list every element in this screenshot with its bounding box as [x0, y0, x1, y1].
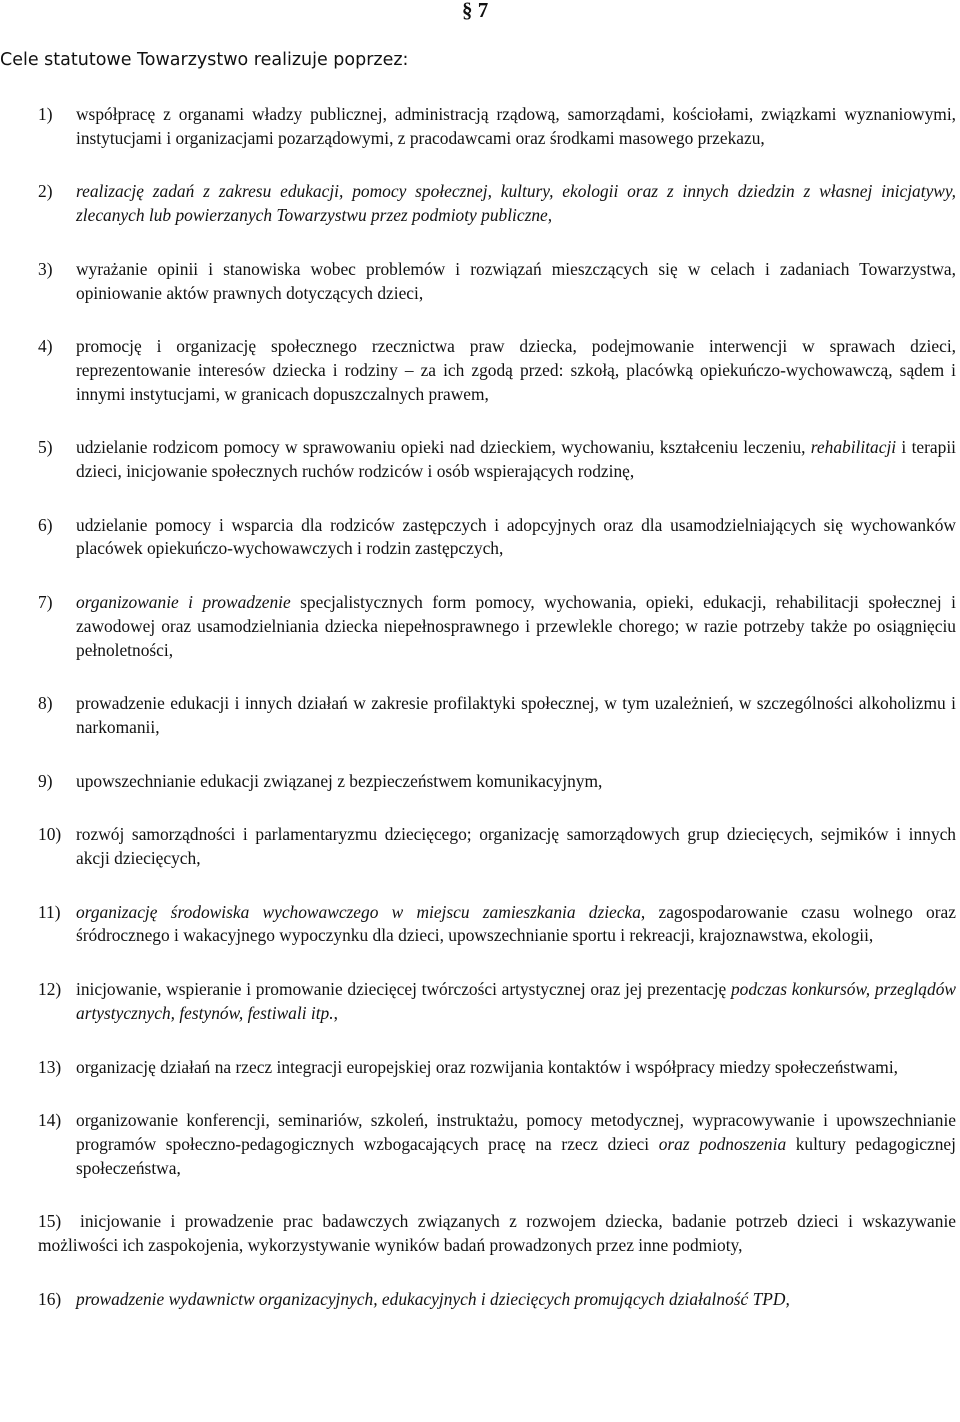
list-item-text-part: specjalistycznych form pomocy, wychowania, opieki, edukacji, rehabilitacji społecznej i zawodowej oraz usamodzielniania dziecka niepełnosprawnego i przewlekle chorego; w razie potrzeby także po osiągnięciu pełnoletności,: [76, 592, 956, 660]
list-item-text-part: prowadzenie edukacji i innych działań w zakresie profilaktyki społecznej, w tym uzależnień, w szczególności alkoholizmu i narkomanii,: [76, 693, 956, 737]
list-item-text-part: ,: [333, 1002, 338, 1023]
list-item-text: [38, 258, 956, 305]
list-item-text-part: realizację zadań z zakresu edukacji, pomocy społecznej, kultury, ekologii oraz z innych dziedzin z własnej inicjatywy, zlecanych lub powierzanych Towarzystwu przez podmioty publiczne,: [76, 181, 956, 226]
list-item-text-part: współpracę z organami władzy publicznej, administracją rządową, samorządami, kościołami, związkami wyznaniowymi, instytucjami i organizacjami pozarządowymi, z pracodawcami oraz środkami masowego przekazu,: [76, 104, 956, 148]
list-item-text: [38, 770, 956, 794]
list-item-text-part: upowszechnianie edukacji związanej z bezpieczeństwem komunikacyjnym,: [76, 770, 603, 791]
list-item: [38, 591, 956, 662]
section-number: § 7: [462, 0, 489, 22]
list-item-text-part: promocję i organizację społecznego rzecznictwa praw dziecka, podejmowanie interwencji w sprawach dzieci, reprezentowanie interesów dziecka i rodziny – za ich zgodą przed: szkołą, placówką opiekuńczo-wychowawczą, sądem i innymi instytucjami, w granicach dopuszczalnych prawem,: [76, 336, 956, 404]
list-item-number: 2): [38, 181, 53, 202]
list-item-number: 16): [38, 1288, 62, 1309]
list-item-text: [38, 1056, 956, 1080]
list-item: [38, 514, 956, 561]
list-item: [38, 978, 956, 1025]
list-item: [38, 770, 956, 794]
list-item: [38, 1210, 956, 1257]
list-item: [38, 1056, 956, 1080]
list-item-text-part: organizowanie i prowadzenie: [76, 592, 291, 613]
list-item: [38, 823, 956, 870]
list-item-text-part: organizowanie konferencji, seminariów, szkoleń, instruktażu, pomocy metodycznej, wypracowywanie i upowszechnianie programów społeczno-pedagogicznych wzbogacających pracę na rzecz dzieci: [76, 1110, 956, 1154]
list-item-text-part: rozwój samorządności i parlamentaryzmu dziecięcego; organizację samorządowych grup dziecięcych, sejmików i innych akcji dziecięcych,: [76, 824, 956, 869]
intro-text: Cele statutowe Towarzystwo realizuje poprzez:: [0, 50, 409, 70]
list-item-text: [38, 978, 956, 1025]
list-item-number: 3): [38, 258, 53, 279]
list-item-text-part: inicjowanie i prowadzenie prac badawczych związanych z rozwojem dziecka, badanie potrzeb dzieci i wskazywanie możliwości ich zaspokojenia, wykorzystywanie wyników badań prowadzonych przez inne podmioty,: [38, 1211, 956, 1256]
goals-list: [38, 103, 956, 1342]
list-item-text: [38, 103, 956, 150]
list-item-text-part: wyrażanie opinii i stanowiska wobec problemów i rozwiązań mieszczących się w celach i zadaniach Towarzystwa, opiniowanie aktów prawnych dotyczących dzieci,: [76, 258, 956, 303]
list-item-text: [38, 901, 956, 948]
list-item: [38, 1288, 956, 1312]
list-item: [38, 180, 956, 227]
list-item-number: 6): [38, 514, 53, 535]
list-item-number: 13): [38, 1056, 62, 1077]
list-item-text: [38, 1288, 956, 1312]
list-item: [38, 103, 956, 150]
list-item-text-part: oraz podnoszenia: [658, 1133, 787, 1154]
list-item-number: 15): [38, 1211, 62, 1232]
list-item: [38, 258, 956, 305]
list-item-text-part: udzielanie pomocy i wsparcia dla rodziców zastępczych i adopcyjnych oraz dla usamodzielniających się wychowanków placówek opiekuńczo-wychowawczych i rodzin zastępczych,: [76, 514, 956, 559]
list-item-text-part: organizację działań na rzecz integracji europejskiej oraz rozwijania kontaktów i współpracy miedzy społeczeństwami,: [76, 1056, 899, 1077]
list-item-text-part: udzielanie rodzicom pomocy w sprawowaniu opieki nad dzieckiem, wychowaniu, kształceniu leczeniu,: [76, 437, 811, 458]
list-item-text: [38, 1210, 956, 1257]
list-item-text-part: i terapii dzieci, inicjowanie społecznych ruchów rodziców i osób wspierających rodzinę,: [76, 437, 956, 482]
list-item-number: 9): [38, 770, 53, 791]
list-item: [38, 335, 956, 406]
list-item-text: [38, 823, 956, 870]
list-item-text: [38, 514, 956, 561]
list-item-text-part: organizację środowiska wychowawczego w miejscu zamieszkania dziecka: [76, 901, 641, 922]
list-item-text: [38, 1109, 956, 1180]
list-item-text-part: prowadzenie wydawnictw organizacyjnych, edukacyjnych i dziecięcych promujących działalność TPD,: [76, 1288, 790, 1309]
list-item: [38, 692, 956, 739]
list-item-text: [38, 180, 956, 227]
list-item-number: 7): [38, 592, 53, 613]
list-item-text-part: , zagospodarowanie czasu wolnego oraz śródrocznego i wakacyjnego wypoczynku dla dzieci, upowszechnianie sportu i rekreacji, krajoznawstwa, ekologii,: [76, 901, 956, 946]
list-item-text: [38, 591, 956, 662]
list-item: [38, 901, 956, 948]
list-item-text-part: podczas konkursów, przeglądów artystycznych, festynów, festiwali itp.: [76, 979, 956, 1023]
list-item: [38, 1109, 956, 1180]
list-item-number: 4): [38, 336, 53, 357]
list-item-number: 14): [38, 1110, 62, 1131]
list-item-number: 12): [38, 979, 62, 1000]
list-item-text-part: inicjowanie, wspieranie i promowanie dziecięcej twórczości artystycznej oraz jej prezentację: [76, 979, 731, 1000]
list-item-number: 8): [38, 693, 53, 714]
list-item-text: [38, 335, 956, 406]
list-item: [38, 436, 956, 483]
list-item-number: 5): [38, 437, 53, 458]
list-item-number: 1): [38, 104, 53, 124]
list-item-text-part: kultury pedagogicznej społeczeństwa,: [76, 1133, 956, 1178]
list-item-number: 10): [38, 824, 62, 845]
list-item-text: [38, 436, 956, 483]
list-item-number: 11): [38, 901, 61, 922]
list-item-text: [38, 692, 956, 739]
list-item-text-part: rehabilitacji: [810, 437, 897, 458]
